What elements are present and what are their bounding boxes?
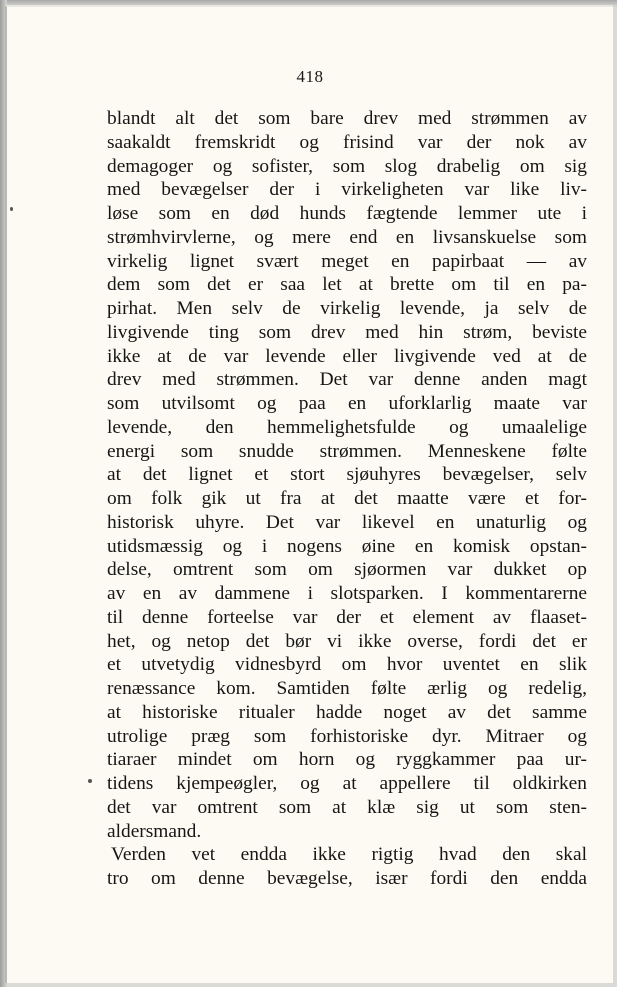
text-line: blandt alt det som bare drev med strømmen av bbox=[107, 108, 587, 129]
text-line: et utvetydig vidnesbyrd om hvor uventet en slik bbox=[107, 654, 587, 676]
text-line: renæssance kom. Samtiden følte ærlig og redelig, bbox=[107, 678, 587, 699]
text-line: strømhvirvlerne, og mere end en livsanskuelse som bbox=[107, 226, 587, 248]
text-line: aldersmand. bbox=[107, 820, 202, 842]
text-line: pirhat. Men selv de virkelig levende, ja selv de bbox=[107, 298, 587, 319]
text-line: til denne forteelse var der et element av flaaset- bbox=[107, 606, 587, 628]
text-line: delse, omtrent som om sjøormen var dukket op bbox=[107, 559, 587, 581]
text-line: energi som snudde strømmen. Menneskene følte bbox=[107, 440, 587, 462]
scan-speck bbox=[10, 207, 13, 211]
text-line: som utvilsomt og paa en uforklarlig maate var bbox=[107, 393, 587, 414]
text-line: virkelig lignet svært meget en papirbaat — av bbox=[107, 250, 587, 272]
text-line: dem som det er saa let at brette om til en pa- bbox=[107, 274, 587, 296]
text-line: Verden vet endda ikke rigtig hvad den skal bbox=[111, 844, 587, 866]
text-line: historisk uhyre. Det var likevel en unaturlig og bbox=[107, 511, 587, 533]
text-line: tiaraer mindet om horn og ryggkammer paa ur- bbox=[107, 749, 587, 771]
text-line: med bevægelser der i virkeligheten var like liv- bbox=[107, 179, 587, 201]
text-line: løse som en død hunds fægtende lemmer ute i bbox=[107, 203, 587, 224]
text-line: om folk gik ut fra at det maatte være et for- bbox=[107, 488, 587, 509]
text-line: saakaldt fremskridt og frisind var der nok av bbox=[107, 131, 587, 153]
book-page bbox=[5, 5, 613, 983]
text-line: levende, den hemmelighetsfulde og umaalelige bbox=[107, 416, 587, 438]
text-line: det var omtrent som at klæ sig ut som sten- bbox=[107, 796, 587, 818]
text-line: tidens kjempeøgler, og at appellere til oldkirken bbox=[107, 773, 587, 794]
text-line: utidsmæssig og i nogens øine en komisk opstan- bbox=[107, 535, 587, 557]
scan-speck bbox=[88, 779, 92, 783]
body-text bbox=[107, 107, 587, 891]
text-line: at det lignet et stort sjøuhyres bevægelser, selv bbox=[107, 464, 587, 486]
text-line: ikke at de var levende eller livgivende ved at de bbox=[107, 345, 587, 367]
text-line: tro om denne bevægelse, især fordi den endda bbox=[107, 868, 587, 889]
page-number: 418 bbox=[296, 67, 324, 86]
text-line: av en av dammene i slotsparken. I kommentarerne bbox=[107, 583, 587, 604]
text-line: het, og netop det bør vi ikke overse, fordi det er bbox=[107, 630, 587, 652]
text-line: drev med strømmen. Det var denne anden magt bbox=[107, 369, 587, 391]
text-line: livgivende ting som drev med hin strøm, beviste bbox=[107, 321, 587, 343]
text-line: at historiske ritualer hadde noget av det samme bbox=[107, 701, 587, 723]
text-line: utrolige præg som forhistoriske dyr. Mitraer og bbox=[107, 725, 587, 747]
text-line: demagoger og sofister, som slog drabelig om sig bbox=[107, 155, 587, 177]
